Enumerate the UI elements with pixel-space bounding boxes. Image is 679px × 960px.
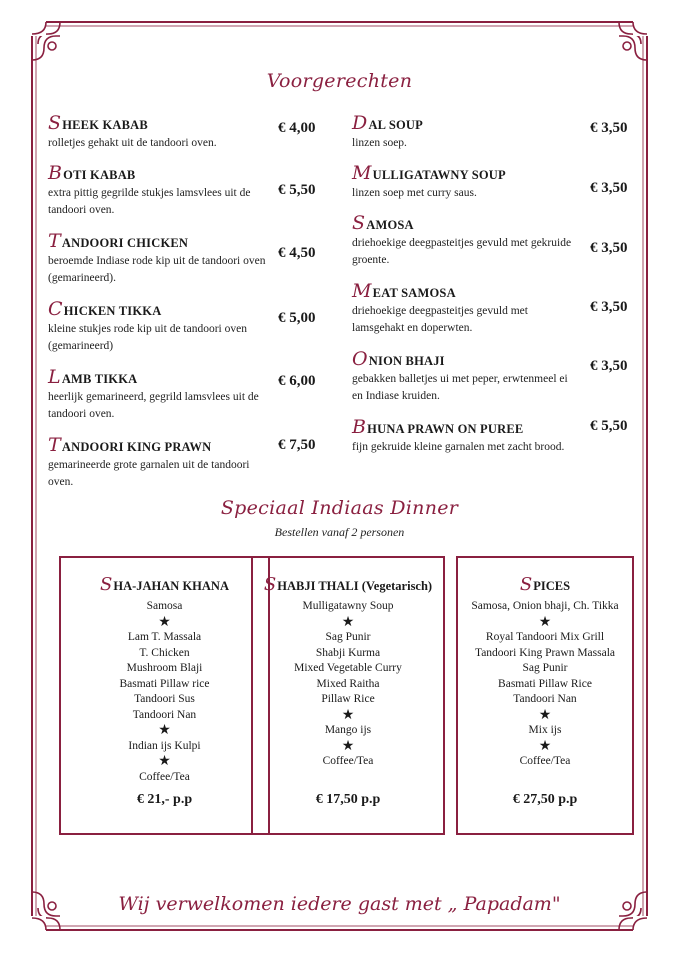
dish-description: beroemde Indiase rode kip uit de tandoori oven (gemarineerd). <box>48 255 266 284</box>
set-menu-box <box>59 556 270 835</box>
dish-description: fijn gekruide kleine garnalen met zacht brood. <box>352 441 565 453</box>
dish-name <box>48 298 161 320</box>
course-item: Lam T. Massala <box>127 631 202 643</box>
dish-description: driehoekige deegpasteitjes gevuld met gekruide groente. <box>352 237 572 266</box>
course-item: Tandoori Sus <box>134 693 195 705</box>
dish-name-text: AMB TIKKA <box>61 372 138 386</box>
dish-name-text: NION BHAJI <box>368 354 445 368</box>
right-menu-column <box>352 112 634 482</box>
set-menu-box <box>456 556 634 835</box>
course-item: Samosa <box>146 600 183 612</box>
dish-name <box>352 416 523 438</box>
dish-name-text: OTI KABAB <box>63 168 136 182</box>
course-item: Mixed Raitha <box>316 677 380 690</box>
dish-name-initial: T <box>48 434 61 456</box>
dish-name-text: ANDOORI KING PRAWN <box>61 440 212 454</box>
dish-name-text: AMOSA <box>366 218 414 232</box>
dish-description: extra pittig gegrilde stukjes lamsvlees uit de tandoori oven. <box>48 187 251 216</box>
set-menu-price: € 27,50 p.p <box>512 792 578 807</box>
course-item: Mulligatawny Soup <box>302 600 394 612</box>
dish-price: € 5,50 <box>590 418 628 434</box>
star-separator-icon: ★ <box>341 738 355 754</box>
dish-name-initial: L <box>48 366 61 388</box>
dish-name-text: HICKEN TIKKA <box>63 304 162 318</box>
dish-name-initial: S <box>352 212 366 234</box>
dish-description: rolletjes gehakt uit de tandoori oven. <box>48 137 217 149</box>
dish-price: € 3,50 <box>590 120 628 136</box>
course-item: Shabji Kurma <box>315 646 381 659</box>
dish-name-text: AL SOUP <box>368 118 423 132</box>
dish-name-text: ANDOORI CHICKEN <box>61 236 189 250</box>
set-menu-title <box>458 574 632 595</box>
dish-name-text: HEEK KABAB <box>62 118 148 132</box>
course-item: Indian ijs Kulpi <box>128 739 201 752</box>
dish-name <box>352 348 445 370</box>
dish-price: € 3,50 <box>590 240 628 256</box>
course-item: Coffee/Tea <box>519 755 571 767</box>
course-item: Tandoori King Prawn Massala <box>474 646 616 659</box>
dinner-subtitle: Bestellen vanaf 2 personen <box>274 525 405 539</box>
dish-name-initial: B <box>352 416 367 438</box>
dish-price: € 3,50 <box>590 180 628 196</box>
dish-price: € 4,00 <box>278 120 316 136</box>
set-menu-title-initial: S <box>100 574 113 595</box>
dish-name <box>48 162 135 184</box>
star-separator-icon: ★ <box>158 754 171 769</box>
dish-price: € 3,50 <box>590 358 628 374</box>
set-menu-courses <box>253 599 443 770</box>
dish-name-text: HUNA PRAWN ON PUREE <box>367 422 524 436</box>
dish-name <box>48 230 188 252</box>
dish-name-text: ULLIGATAWNY SOUP <box>372 168 506 182</box>
star-separator-icon: ★ <box>158 614 171 630</box>
course-item: Tandoori Nan <box>513 693 577 705</box>
star-separator-icon: ★ <box>538 614 552 630</box>
dish-name-initial: D <box>352 112 368 134</box>
dish-name <box>352 280 456 302</box>
course-item: Samosa, Onion bhaji, Ch. Tikka <box>471 600 619 612</box>
dish-name-text: EAT SAMOSA <box>372 286 456 300</box>
footer-text: Wij verwelkomen iedere gast met „ Papadam" <box>118 893 561 915</box>
set-menu-box <box>251 556 445 835</box>
dish-name-initial: S <box>48 112 62 134</box>
set-menu-courses <box>458 599 632 770</box>
set-menu-title-text: HA-JAHAN KHANA <box>113 579 229 593</box>
star-separator-icon: ★ <box>341 707 355 723</box>
set-menu-title-text: HABJI THALI (Vegetarisch) <box>277 579 433 593</box>
dish-price: € 7,50 <box>278 437 316 453</box>
set-menu-price: € 21,- p.p <box>136 792 193 807</box>
set-menu-title <box>61 574 268 595</box>
set-menu-title-initial: S <box>519 574 533 595</box>
course-item: Basmati Pillaw rice <box>119 677 210 690</box>
dish-description: gebakken balletjes ui met peper, erwtenmeel ei en Indiase kruiden. <box>352 373 568 402</box>
course-item: Royal Tandoori Mix Grill <box>485 631 605 643</box>
set-menu-title-initial: S <box>263 574 277 595</box>
left-menu-column <box>48 112 330 502</box>
dish-price: € 5,50 <box>278 182 316 198</box>
dish-name-initial: T <box>48 230 61 252</box>
dish-description: driehoekige deegpasteitjes gevuld met lamsgehakt en doperwten. <box>352 305 528 334</box>
set-menu-price: € 17,50 p.p <box>315 792 381 807</box>
course-item: Mix ijs <box>528 724 562 736</box>
dish-name-initial: M <box>352 280 372 302</box>
dish-description: heerlijk gemarineerd, gegrild lamsvlees uit de tandoori oven. <box>48 391 259 420</box>
star-separator-icon: ★ <box>158 723 171 738</box>
dish-name-initial: B <box>48 162 63 184</box>
dish-name-initial: M <box>352 162 372 184</box>
dish-name <box>352 212 414 234</box>
course-item: Sag Punir <box>522 662 568 674</box>
dish-name-initial: C <box>48 298 63 320</box>
course-item: Mango ijs <box>324 724 372 736</box>
course-item: Tandoori Nan <box>132 708 197 721</box>
course-item: Coffee/Tea <box>139 770 190 783</box>
set-menu-courses <box>61 599 268 785</box>
dish-name-initial: O <box>352 348 368 370</box>
dish-price: € 5,00 <box>278 310 316 326</box>
set-menu-title <box>253 574 443 595</box>
dish-description: kleine stukjes rode kip uit de tandoori oven (gemarineerd) <box>48 323 247 352</box>
course-item: Sag Punir <box>325 631 371 643</box>
course-item: Pillaw Rice <box>321 693 375 705</box>
starters-title: Voorgerechten <box>266 70 413 92</box>
dish-price: € 4,50 <box>278 245 316 261</box>
star-separator-icon: ★ <box>538 738 552 754</box>
dinner-title: Speciaal Indiaas Dinner <box>220 497 459 519</box>
dish-name <box>48 112 148 134</box>
course-item: Mushroom Blaji <box>126 662 203 674</box>
course-item: Basmati Pillaw Rice <box>498 677 592 690</box>
dish-description: linzen soep met curry saus. <box>352 187 477 199</box>
dish-name <box>48 434 211 456</box>
star-separator-icon: ★ <box>538 707 552 723</box>
dish-description: gemarineerde grote garnalen uit de tandoori oven. <box>48 459 250 488</box>
dish-name <box>48 366 137 388</box>
star-separator-icon: ★ <box>341 614 355 630</box>
course-item: T. Chicken <box>139 646 190 659</box>
dish-name <box>352 112 423 134</box>
set-menu-title-text: PICES <box>533 579 571 593</box>
dish-price: € 3,50 <box>590 299 628 315</box>
dish-name <box>352 162 506 184</box>
course-item: Coffee/Tea <box>322 755 374 767</box>
dish-description: linzen soep. <box>352 137 407 149</box>
course-item: Mixed Vegetable Curry <box>294 662 402 674</box>
dish-price: € 6,00 <box>278 373 316 389</box>
